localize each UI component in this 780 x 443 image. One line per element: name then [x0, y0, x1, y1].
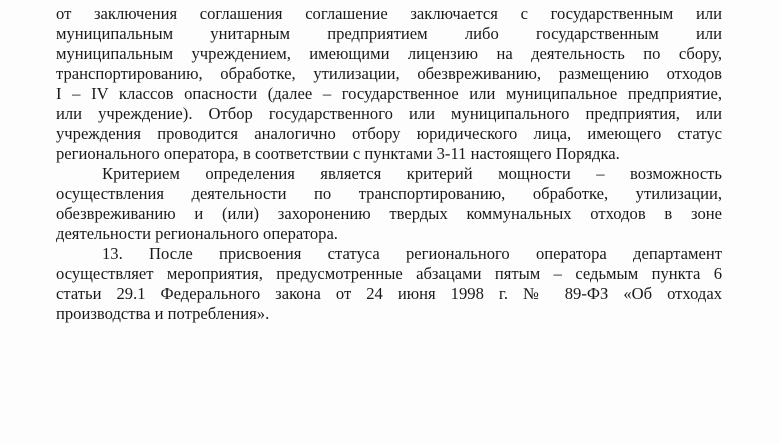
text-line: или учреждение). Отбор государственного или муниципального предприятия, или — [56, 104, 722, 123]
text-line: 13. После присвоения статуса регионального оператора департамент — [102, 244, 722, 263]
text-line: статьи 29.1 Федерального закона от 24 июня 1998 г. № 89-ФЗ «Об отходах — [56, 284, 722, 303]
text-line: осуществляет мероприятия, предусмотренные абзацами пятым – седьмым пункта 6 — [56, 264, 722, 283]
document-body — [56, 4, 722, 324]
text-line: обезвреживанию и (или) захоронению твердых коммунальных отходов в зоне — [56, 204, 722, 223]
text-line: учреждения проводится аналогично отбору юридического лица, имеющего статус — [56, 124, 722, 143]
paragraph-item-13 — [56, 244, 722, 324]
text-line: Критерием определения является критерий мощности – возможность — [102, 164, 722, 183]
text-line: производства и потребления». — [56, 304, 270, 323]
text-line: муниципальным унитарным предприятием либо государственным или — [56, 24, 722, 43]
text-line: регионального оператора, в соответствии с пунктами 3-11 настоящего Порядка. — [56, 144, 620, 163]
text-line: от заключения соглашения соглашение заключается с государственным или — [56, 4, 722, 23]
text-line: транспортированию, обработке, утилизации, обезвреживанию, размещению отходов — [56, 64, 722, 83]
text-line: I – IV классов опасности (далее – государственное или муниципальное предприятие, — [56, 84, 722, 103]
paragraph-capacity-criterion — [56, 164, 722, 244]
text-line: деятельности регионального оператора. — [56, 224, 338, 243]
paragraph-regional-operator-selection — [56, 4, 722, 164]
text-line: муниципальным учреждением, имеющими лицензию на деятельность по сбору, — [56, 44, 722, 63]
text-line: осуществления деятельности по транспортированию, обработке, утилизации, — [56, 184, 722, 203]
